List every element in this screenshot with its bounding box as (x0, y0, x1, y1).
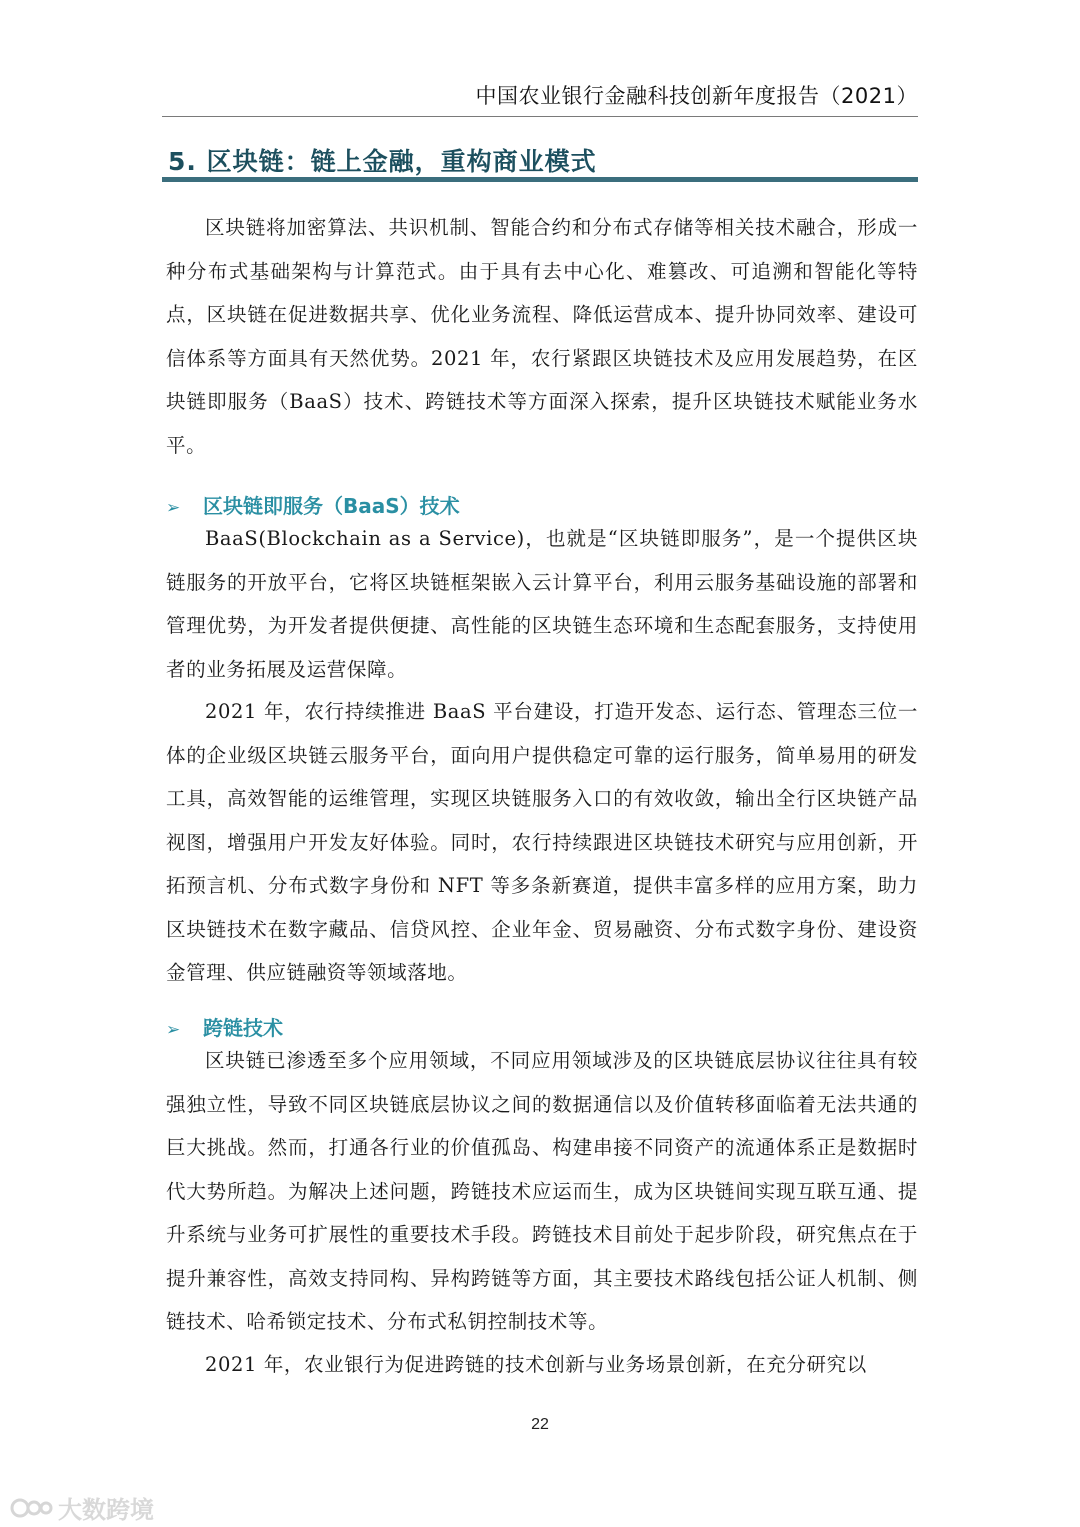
arrow-bullet-icon: ➢ (166, 1020, 181, 1040)
watermark (10, 1490, 154, 1525)
subheading-baas (166, 490, 460, 519)
subheading-baas-label: 区块链即服务（BaaS）技术 (203, 494, 460, 518)
baas-paragraph-1: BaaS(Blockchain as a Service)，也就是“区块链即服务”，是一个提供区块链服务的开放平台，它将区块链框架嵌入云计算平台，利用云服务基础设施的部署和管理优势，为开发者提供便捷、高性能的区块链生态环境和生态配套服务，支持使用者的业务拓展及运营保障。 (166, 527, 918, 681)
header-divider (162, 116, 918, 117)
report-header-title: 中国农业银行金融科技创新年度报告（2021） (475, 84, 918, 108)
watermark-text: 大数跨境 (58, 1496, 154, 1524)
baas-paragraph-2: 2021 年，农行持续推进 BaaS 平台建设，打造开发态、运行态、管理态三位一体的企业级区块链云服务平台，面向用户提供稳定可靠的运行服务，简单易用的研发工具，高效智能的运维管理，实现区块链服务入口的有效收敛，输出全行区块链产品视图，增强用户开发友好体验。同时，农行持续跟进区块链技术研究与应用创新，开拓预言机、分布式数字身份和 NFT 等多条新赛道，提供丰富多样的应用方案，助力区块链技术在数字藏品、信贷风控、企业年金、贸易融资、分布式数字身份、建设资金管理、供应链融资等领域落地。 (166, 700, 918, 984)
crosschain-paragraph-2: 2021 年，农业银行为促进跨链的技术创新与业务场景创新，在充分研究以 (205, 1353, 867, 1376)
section-title: 5. 区块链：链上金融，重构商业模式 (168, 147, 597, 176)
arrow-bullet-icon: ➢ (166, 498, 181, 518)
page-number: 22 (531, 1416, 549, 1433)
subheading-crosschain-label: 跨链技术 (203, 1016, 283, 1040)
crosschain-paragraph-1: 区块链已渗透至多个应用领域，不同应用领域涉及的区块链底层协议往往具有较强独立性，导致不同区块链底层协议之间的数据通信以及价值转移面临着无法共通的巨大挑战。然而，打通各行业的价值孤岛、构建串接不同资产的流通体系正是数据时代大势所趋。为解决上述问题，跨链技术应运而生，成为区块链间实现互联互通、提升系统与业务可扩展性的重要技术手段。跨链技术目前处于起步阶段，研究焦点在于提升兼容性，高效支持同构、异构跨链等方面，其主要技术路线包括公证人机制、侧链技术、哈希锁定技术、分布式私钥控制技术等。 (166, 1049, 918, 1333)
section-title-underline (162, 177, 918, 182)
subheading-crosschain (166, 1012, 283, 1041)
intro-paragraph: 区块链将加密算法、共识机制、智能合约和分布式存储等相关技术融合，形成一种分布式基础架构与计算范式。由于具有去中心化、难篡改、可追溯和智能化等特点，区块链在促进数据共享、优化业务流程、降低运营成本、提升协同效率、建设可信体系等方面具有天然优势。2021 年，农行紧跟区块链技术及应用发展趋势，在区块链即服务（BaaS）技术、跨链技术等方面深入探索，提升区块链技术赋能业务水平。 (166, 216, 918, 457)
watermark-logo-icon (10, 1495, 54, 1521)
